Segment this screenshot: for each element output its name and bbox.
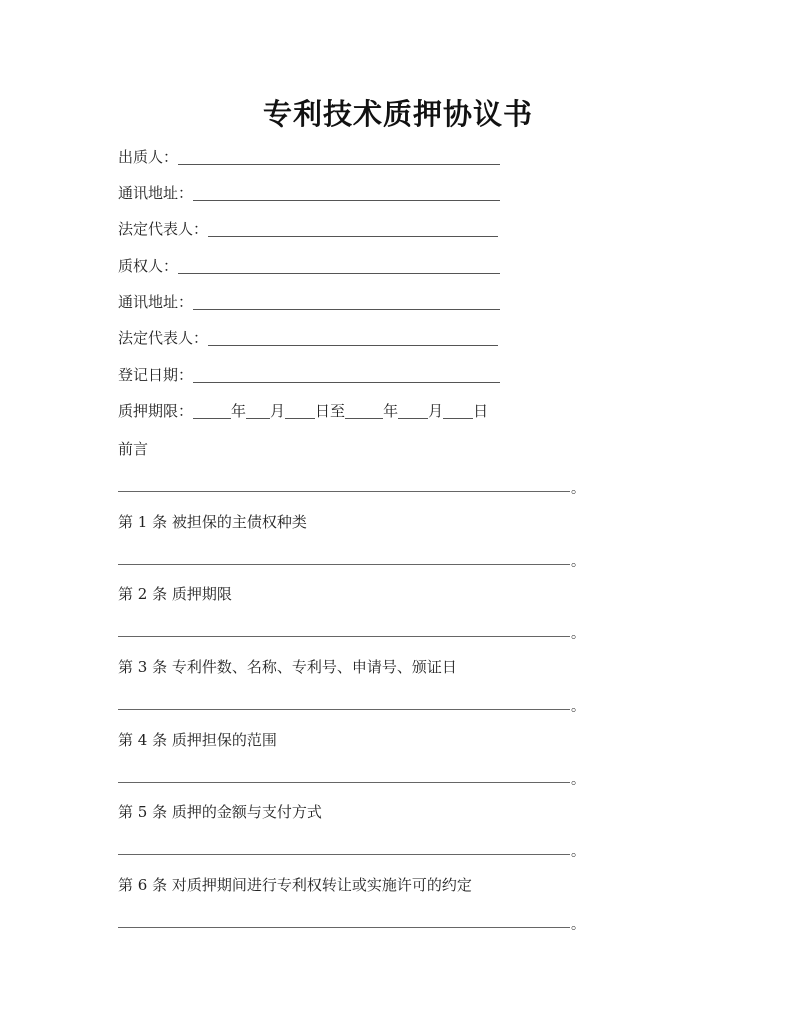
section-3-blank-line[interactable] [118, 709, 570, 710]
line-end-mark: 。 [571, 626, 585, 642]
section-heading-2: 第 2 条 质押期限 [118, 585, 232, 603]
end-year-blank[interactable] [345, 402, 383, 419]
unit-label: 月 [270, 402, 286, 420]
start-month-blank[interactable] [246, 402, 270, 419]
section-1-blank-line[interactable] [118, 564, 570, 565]
fill-in-line[interactable] [178, 148, 500, 165]
pledgee-field [118, 256, 500, 278]
section-5-blank-line[interactable] [118, 854, 570, 855]
unit-label: 年 [383, 402, 399, 420]
section-6-blank-line[interactable] [118, 927, 570, 928]
fill-in-line[interactable] [208, 220, 498, 237]
registration-date-field [118, 365, 500, 387]
line-end-mark: 。 [571, 481, 585, 497]
preface-blank-line[interactable] [118, 491, 570, 492]
start-year-blank[interactable] [193, 402, 231, 419]
field-label: 法定代表人： [118, 329, 209, 347]
section-4-blank-line[interactable] [118, 782, 570, 783]
fill-in-line[interactable] [193, 293, 500, 310]
start-day-blank[interactable] [285, 402, 315, 419]
section-heading-5: 第 5 条 质押的金额与支付方式 [118, 803, 322, 821]
section-heading-3: 第 3 条 专利件数、名称、专利号、申请号、颁证日 [118, 658, 457, 676]
pledgor-legal-representative-field [118, 219, 498, 241]
fill-in-line[interactable] [178, 257, 500, 274]
line-end-mark: 。 [571, 554, 585, 570]
field-label: 法定代表人： [118, 220, 209, 238]
unit-label: 日 [473, 402, 489, 420]
section-heading-4: 第 4 条 质押担保的范围 [118, 731, 277, 749]
pledgor-address-field [118, 183, 500, 205]
section-2-blank-line[interactable] [118, 636, 570, 637]
section-heading-1: 第 1 条 被担保的主债权种类 [118, 513, 307, 531]
unit-label: 日至 [315, 402, 346, 420]
unit-label: 月 [428, 402, 444, 420]
field-label: 出质人： [118, 148, 179, 166]
field-label: 通讯地址： [118, 184, 194, 202]
line-end-mark: 。 [571, 699, 585, 715]
pledgee-address-field [118, 292, 500, 314]
field-label: 通讯地址： [118, 293, 194, 311]
field-label: 登记日期： [118, 366, 194, 384]
line-end-mark: 。 [571, 844, 585, 860]
unit-label: 年 [231, 402, 247, 420]
fill-in-line[interactable] [208, 329, 498, 346]
end-month-blank[interactable] [398, 402, 428, 419]
end-day-blank[interactable] [443, 402, 473, 419]
pledge-period-field [118, 401, 488, 423]
line-end-mark: 。 [571, 917, 585, 933]
line-end-mark: 。 [571, 772, 585, 788]
fill-in-line[interactable] [193, 184, 500, 201]
field-label: 质权人： [118, 257, 179, 275]
preface-heading: 前言 [118, 440, 149, 458]
field-label: 质押期限： [118, 402, 194, 420]
pledgee-legal-representative-field [118, 328, 498, 350]
pledgor-field [118, 147, 500, 169]
fill-in-line[interactable] [193, 366, 500, 383]
document-title: 专利技术质押协议书 [262, 97, 533, 131]
section-heading-6: 第 6 条 对质押期间进行专利权转让或实施许可的约定 [118, 876, 472, 894]
